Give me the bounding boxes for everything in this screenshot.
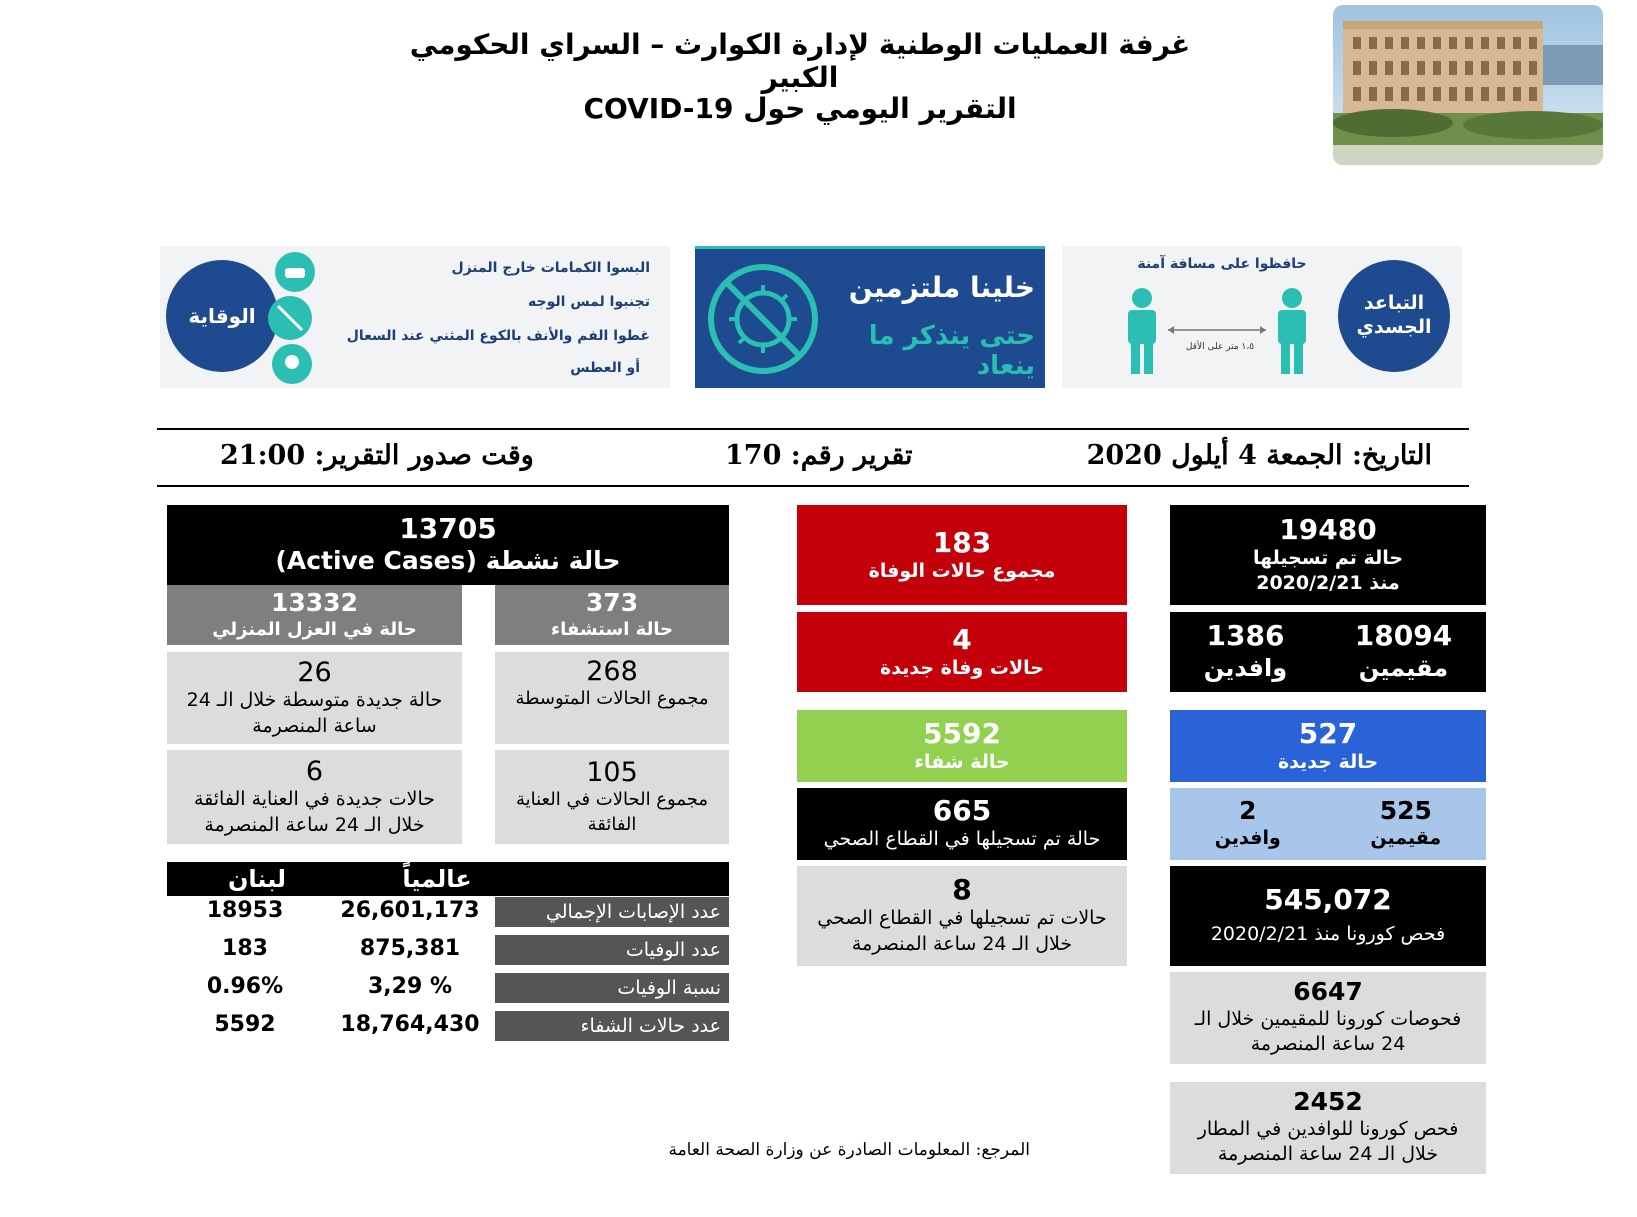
new-cases-value: 527 bbox=[1298, 716, 1358, 750]
comparison-table-header bbox=[167, 862, 729, 896]
prevention-banner bbox=[160, 246, 670, 388]
total-deaths-box bbox=[797, 505, 1127, 605]
resident-tests-label-2: 24 ساعة المنصرمة bbox=[1250, 1033, 1406, 1056]
source-note: المرجع: المعلومات الصادرة عن وزارة الصحة العامة bbox=[668, 1140, 1030, 1160]
tests-label: فحص كورونا منذ 2020/2/21 bbox=[1210, 923, 1446, 946]
total-cases-value: 19480 bbox=[1279, 513, 1377, 547]
health-sector-new-label-1: حالات تم تسجيلها في القطاع الصحي bbox=[817, 907, 1107, 930]
home-isolation-value: 13332 bbox=[271, 587, 358, 617]
prevention-tip-2: تجنبوا لمس الوجه bbox=[528, 294, 650, 310]
row-total-cases-label: عدد الإصابات الإجمالي bbox=[495, 897, 729, 927]
airport-tests-label-1: فحص كورونا للوافدين في المطار bbox=[1197, 1117, 1459, 1140]
resident-tests-box bbox=[1170, 972, 1486, 1064]
commitment-line-2: حتى ينذكر ما ينعاد bbox=[868, 321, 1035, 381]
new-arrivals-label: وافدين bbox=[1214, 827, 1281, 850]
airport-tests-value: 2452 bbox=[1293, 1086, 1363, 1116]
health-sector-box bbox=[797, 788, 1127, 860]
distancing-badge bbox=[1338, 260, 1450, 372]
recovered-label: حالة شفاء bbox=[914, 750, 1010, 773]
new-deaths-value: 4 bbox=[952, 622, 972, 656]
new-deaths-label: حالات وفاة جديدة bbox=[880, 656, 1044, 679]
new-residents-label: مقيمين bbox=[1370, 827, 1442, 850]
total-cases-since: منذ 2020/2/21 bbox=[1256, 572, 1400, 595]
new-arrivals-stat bbox=[1215, 797, 1281, 850]
arrivals-stat bbox=[1204, 620, 1287, 683]
icu-total-value: 105 bbox=[586, 757, 638, 789]
home-isolation-label: حالة في العزل المنزلي bbox=[212, 618, 417, 640]
new-cases-label: حالة جديدة bbox=[1277, 750, 1379, 773]
residents-stat bbox=[1355, 620, 1452, 683]
distancing-badge-line-2: الجسدي bbox=[1356, 316, 1432, 338]
active-cases-label: حالة نشطة (Active Cases) bbox=[275, 545, 621, 575]
distancing-badge-line-1: التباعد bbox=[1363, 292, 1425, 315]
row-recovered-global: 18,764,430 bbox=[340, 1012, 480, 1037]
distancing-distance: ١،٥ متر على الأقل bbox=[1185, 342, 1255, 352]
new-breakdown-box bbox=[1170, 788, 1486, 860]
hospitalized-box bbox=[495, 585, 729, 645]
total-deaths-label: مجموع حالات الوفاة bbox=[868, 559, 1056, 582]
moderate-new-value: 26 bbox=[297, 656, 332, 688]
icu-new-value: 6 bbox=[305, 755, 324, 787]
distancing-banner bbox=[1062, 246, 1462, 388]
moderate-new-label-1: حالة جديدة متوسطة خلال الـ 24 bbox=[186, 688, 443, 711]
icu-total-label-1: مجموع الحالات في العناية bbox=[515, 789, 709, 811]
total-cases-box bbox=[1170, 505, 1486, 605]
row-fatality-rate-label: نسبة الوفيات bbox=[495, 973, 729, 1003]
commitment-banner bbox=[695, 246, 1045, 388]
row-deaths-lebanon: 183 bbox=[222, 936, 268, 961]
virus-icon bbox=[707, 263, 819, 379]
resident-tests-value: 6647 bbox=[1293, 976, 1363, 1006]
prevention-badge-label: الوقاية bbox=[188, 304, 256, 328]
row-recovered-lebanon: 5592 bbox=[214, 1012, 276, 1037]
prevention-tip-4: أو العطس bbox=[570, 360, 640, 376]
new-deaths-box bbox=[797, 612, 1127, 692]
icu-new-label-2: خلال الـ 24 ساعة المنصرمة bbox=[204, 813, 425, 836]
commitment-line-1: خلينا ملتزمين bbox=[848, 271, 1035, 304]
recovered-box bbox=[797, 710, 1127, 782]
airport-tests-label-2: خلال الـ 24 ساعة المنصرمة bbox=[1217, 1143, 1439, 1166]
health-sector-new-value: 8 bbox=[952, 873, 972, 907]
icu-new-label-1: حالات جديدة في العناية الفائقة bbox=[193, 787, 436, 810]
resident-tests-label-1: فحوصات كورونا للمقيمين خلال الـ bbox=[1194, 1007, 1462, 1030]
page-subtitle: التقرير اليومي حول COVID-19 bbox=[583, 92, 1017, 125]
active-cases-value: 13705 bbox=[399, 511, 497, 545]
active-cases-box bbox=[167, 505, 729, 585]
moderate-new-box bbox=[167, 652, 462, 744]
distancing-caption: حافظوا على مسافة آمنة bbox=[1137, 256, 1307, 272]
new-cases-box bbox=[1170, 710, 1486, 782]
health-sector-new-box bbox=[797, 866, 1127, 966]
new-arrivals-value: 2 bbox=[1239, 796, 1257, 826]
health-sector-value: 665 bbox=[932, 794, 992, 828]
residents-value: 18094 bbox=[1354, 619, 1453, 653]
top-divider bbox=[157, 428, 1469, 430]
row-fatality-rate-lebanon: 0.96% bbox=[206, 974, 284, 999]
arrivals-value: 1386 bbox=[1206, 619, 1285, 653]
health-sector-new-label-2: خلال الـ 24 ساعة المنصرمة bbox=[851, 933, 1073, 956]
row-total-cases-lebanon: 18953 bbox=[206, 898, 284, 923]
tests-box bbox=[1170, 866, 1486, 966]
row-total-cases-global: 26,601,173 bbox=[340, 898, 480, 923]
new-residents-stat bbox=[1370, 797, 1441, 850]
total-cases-label: حالة تم تسجيلها bbox=[1252, 547, 1404, 570]
report-date: التاريخ: الجمعة 4 أيلول 2020 bbox=[1086, 440, 1432, 471]
row-recovered-label: عدد حالات الشفاء bbox=[495, 1011, 729, 1041]
hospitalized-value: 373 bbox=[585, 587, 639, 617]
moderate-total-box bbox=[495, 652, 729, 744]
recovered-value: 5592 bbox=[923, 716, 1001, 750]
page-title: غرفة العمليات الوطنية لإدارة الكوارث – السراي الحكومي الكبير bbox=[409, 28, 1191, 94]
moderate-total-value: 268 bbox=[586, 656, 638, 687]
prevention-tip-3: غطوا الفم والأنف بالكوع المثني عند السعال bbox=[346, 328, 650, 344]
row-deaths-label: عدد الوفيات bbox=[495, 935, 729, 965]
health-sector-label: حالة تم تسجيلها في القطاع الصحي bbox=[823, 828, 1101, 851]
row-deaths-global: 875,381 bbox=[359, 936, 461, 961]
prevention-tip-1: البسوا الكمامات خارج المنزل bbox=[451, 260, 650, 276]
new-residents-value: 525 bbox=[1379, 796, 1432, 826]
grand-serail-photo bbox=[1333, 5, 1603, 165]
hospitalized-label: حالة استشفاء bbox=[550, 618, 674, 640]
residents-label: مقيمين bbox=[1358, 653, 1449, 682]
col-lebanon-header: لبنان bbox=[227, 865, 287, 893]
prevention-icons bbox=[260, 250, 330, 390]
total-deaths-value: 183 bbox=[932, 525, 992, 559]
col-global-header: عالمياً bbox=[402, 865, 472, 893]
moderate-total-label: مجموع الحالات المتوسطة bbox=[515, 688, 709, 710]
home-isolation-box bbox=[167, 585, 462, 645]
tests-value: 545,072 bbox=[1264, 883, 1392, 917]
distancing-figures-icon bbox=[1112, 286, 1322, 380]
row-fatality-rate-global: 3,29 % bbox=[368, 974, 452, 999]
icu-new-box bbox=[167, 750, 462, 844]
arrivals-label: وافدين bbox=[1203, 653, 1288, 682]
report-number: تقرير رقم: 170 bbox=[725, 440, 913, 471]
moderate-new-label-2: ساعة المنصرمة bbox=[252, 714, 377, 737]
icu-total-box bbox=[495, 750, 729, 844]
total-breakdown-box bbox=[1170, 612, 1486, 692]
icu-total-label-2: الفائقة bbox=[587, 813, 637, 835]
airport-tests-box bbox=[1170, 1082, 1486, 1174]
bottom-divider bbox=[157, 485, 1469, 487]
report-time: وقت صدور التقرير: 21:00 bbox=[220, 440, 534, 471]
